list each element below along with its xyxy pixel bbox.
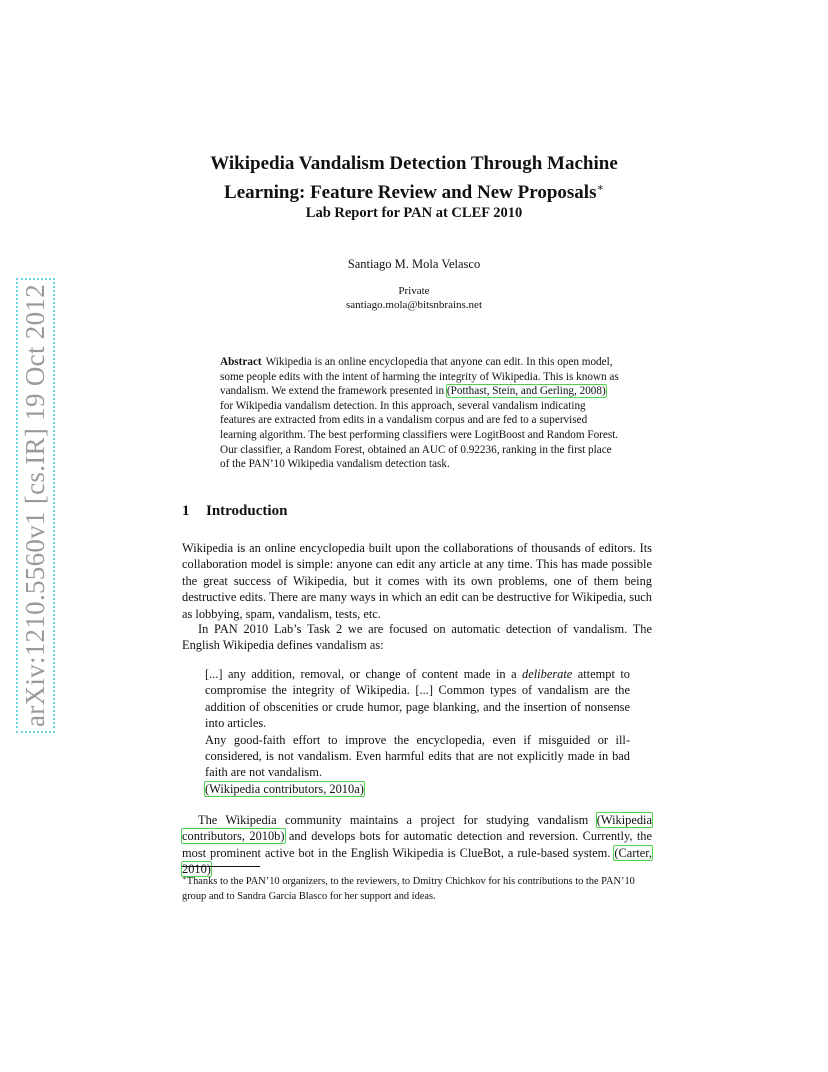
abstract-text-b: for Wikipedia vandalism detection. In this approach, several vandalism indicating features are extracted from edits in a vandalism corpus and are fed to a supervised learning algorithm. The best performing classifiers were LogitBoost and Random Forest. Our classifier, a Random Forest, obtained an AUC of 0.92236, ranking in the first place of the PAN’10 Wikipedia vandalism detection task.: [220, 399, 619, 471]
quote-italic-word: deliberate: [522, 667, 573, 681]
footnote-mark: ∗: [182, 874, 187, 882]
intro-paragraph-2: In PAN 2010 Lab’s Task 2 we are focused on automatic detection of vandalism. The English Wikipedia defines vandalism as:: [182, 622, 652, 653]
quote-text-c: Any good-faith effort to improve the encyclopedia, even if misguided or ill-considered, is not vandalism. Even harmful edits that are not explicitly made in bad faith are not vandalism.: [205, 732, 630, 780]
footnote: [182, 871, 652, 904]
para3-text-a: The Wikipedia community maintains a project for studying vandalism: [198, 813, 597, 827]
arxiv-stamp: [19, 270, 53, 740]
abstract-text-a: Wikipedia is an online encyclopedia that anyone can edit. In this open model, some people edits with the intent of harming the integrity of Wikipedia. This is known as vandalism. We extend the framework presented in: [220, 356, 619, 398]
intro-paragraph-3: [182, 812, 652, 878]
citation-link-potthast[interactable]: (Potthast, Stein, and Gerling, 2008): [446, 385, 606, 398]
author-name: Santiago M. Mola Velasco: [347, 257, 481, 271]
footnote-rule: [182, 866, 260, 867]
abstract: [220, 355, 620, 472]
quote-text-a: [...] any addition, removal, or change of content made in a: [205, 667, 523, 681]
author-email[interactable]: santiago.mola@bitsnbrains.net: [346, 299, 482, 311]
citation-link-wikipedia-2010a[interactable]: (Wikipedia contributors, 2010a): [205, 781, 364, 796]
section-number: 1: [182, 503, 190, 519]
section-title: Introduction: [206, 503, 288, 519]
para3-text-b: and develops bots for automatic detection and reversion. Currently, the most prominent active bot in the English Wikipedia is ClueBot, a rule-based system.: [182, 829, 652, 860]
paper-subtitle: Lab Report for PAN at CLEF 2010: [305, 205, 523, 221]
paper-title: [0, 152, 828, 205]
title-line-2: Learning: Feature Review and New Proposals: [224, 182, 597, 203]
quote-text-b: attempt to compromise the integrity of Wikipedia. [...] Common types of vandalism are the addition of obscenities or crude humor, page blanking, and the insertion of nonsense into articles.: [205, 667, 630, 731]
author-affiliation: Private: [398, 285, 430, 297]
section-heading-introduction: [182, 503, 287, 520]
footnote-text: Thanks to the PAN’10 organizers, to the reviewers, to Dmitry Chichkov for his contributions to the PAN’10 group and to Sandra García Blasco for her support and ideas.: [182, 876, 635, 902]
citation-link-carter-2010[interactable]: (Carter, 2010): [182, 845, 652, 877]
title-footnote-mark[interactable]: ∗: [596, 182, 604, 194]
vandalism-definition-quote: [205, 666, 630, 797]
abstract-label: Abstract: [220, 356, 262, 368]
citation-link-wikipedia-2010b[interactable]: (Wikipedia contributors, 2010b): [182, 813, 652, 844]
arxiv-stamp-text: arXiv:1210.5560v1 [cs.IR] 19 Oct 2012: [20, 283, 51, 727]
intro-paragraph-1: Wikipedia is an online encyclopedia built upon the collaborations of thousands of editors. Its collaboration model is simple: anyone can edit any article at any time. This has made possible the great success of Wikipedia, but it comes with its own problems, one of them being destructive edits. There are many ways in which an edit can be destructive for Wikipedia, such as lobbying, spam, vandalism, tests, etc.: [182, 541, 652, 621]
title-line-1: Wikipedia Vandalism Detection Through Machine: [210, 153, 618, 174]
